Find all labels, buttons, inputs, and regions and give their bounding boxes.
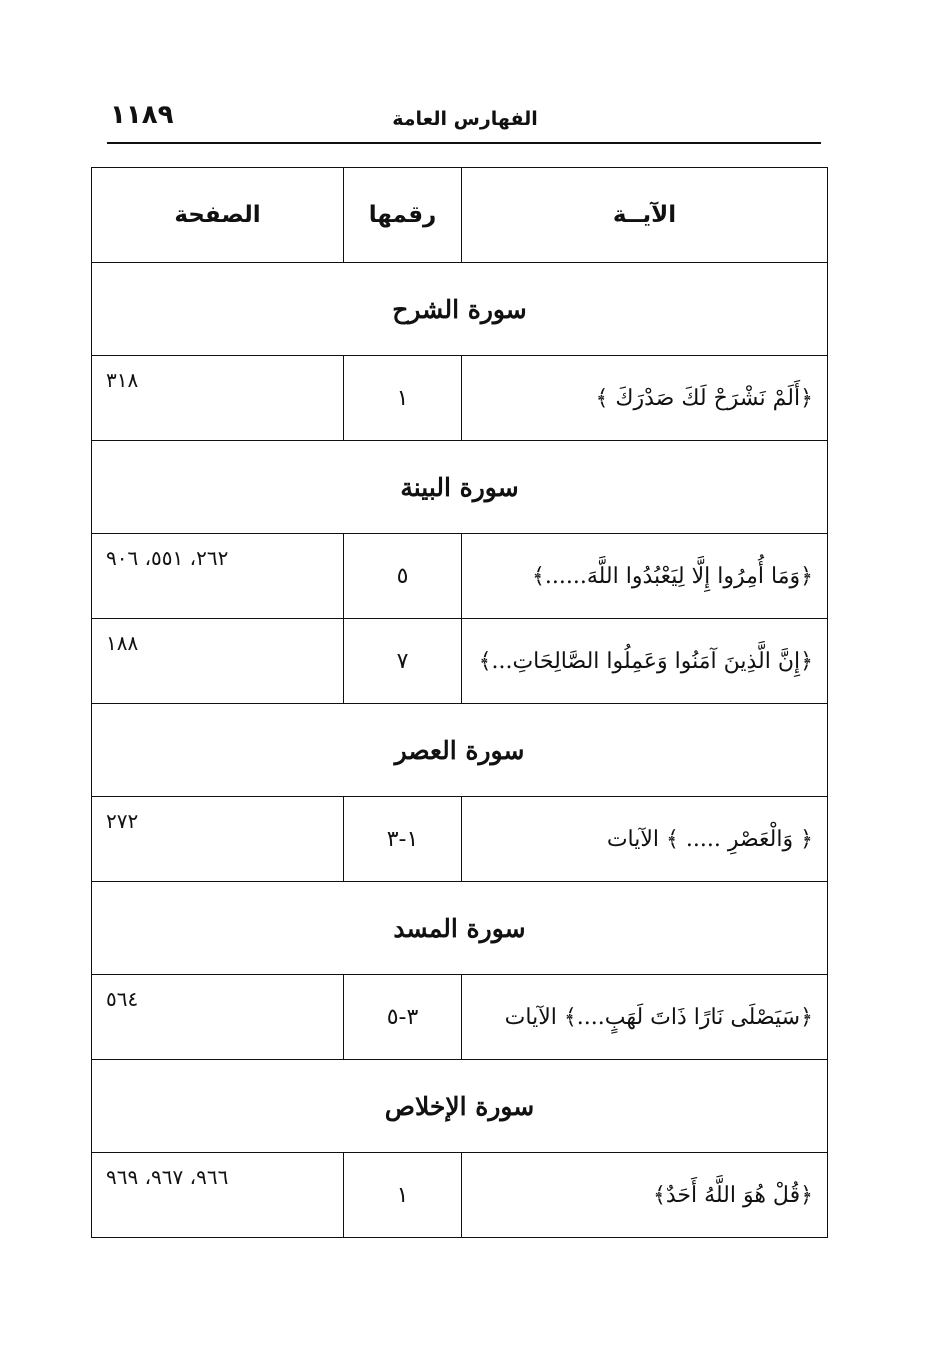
verse-number: ٣-٥ — [344, 975, 462, 1060]
surah-name: سورة الإخلاص — [92, 1060, 828, 1153]
verse-index-table — [91, 167, 828, 1238]
verse-text: ﴿إِنَّ الَّذِينَ آمَنُوا وَعَمِلُوا الصَّالِحَاتِ...﴾ — [462, 619, 828, 704]
column-header-number: رقمها — [344, 168, 462, 263]
page-references: ٣١٨ — [92, 356, 344, 441]
verse-number: ٧ — [344, 619, 462, 704]
page-references: ١٨٨ — [92, 619, 344, 704]
table-row — [92, 975, 828, 1060]
table-row — [92, 1153, 828, 1238]
page-references: ٢٧٢ — [92, 797, 344, 882]
page-references: ٥٦٤ — [92, 975, 344, 1060]
verse-text: ﴿سَيَصْلَى نَارًا ذَاتَ لَهَبٍ....﴾ الآيات — [462, 975, 828, 1060]
surah-heading-row — [92, 704, 828, 797]
header-divider — [107, 142, 821, 144]
table-header-row — [92, 168, 828, 263]
surah-name: سورة المسد — [92, 882, 828, 975]
table-row — [92, 797, 828, 882]
table-row — [92, 356, 828, 441]
column-header-page: الصفحة — [92, 168, 344, 263]
page-title: الفهارس العامة — [392, 108, 538, 130]
surah-heading-row — [92, 263, 828, 356]
verse-number: ١ — [344, 356, 462, 441]
verse-number: ١-٣ — [344, 797, 462, 882]
verse-text: ﴿وَمَا أُمِرُوا إِلَّا لِيَعْبُدُوا اللَّهَ......﴾ — [462, 534, 828, 619]
surah-heading-row — [92, 882, 828, 975]
surah-heading-row — [92, 1060, 828, 1153]
verse-text: ﴿ وَالْعَصْرِ ..... ﴾ الآيات — [462, 797, 828, 882]
verse-text: ﴿أَلَمْ نَشْرَحْ لَكَ صَدْرَكَ ﴾ — [462, 356, 828, 441]
surah-name: سورة البينة — [92, 441, 828, 534]
table-row — [92, 619, 828, 704]
surah-name: سورة الشرح — [92, 263, 828, 356]
page-references: ٢٦٢، ٥٥١، ٩٠٦ — [92, 534, 344, 619]
column-header-verse: الآيــة — [462, 168, 828, 263]
surah-name: سورة العصر — [92, 704, 828, 797]
verse-text: ﴿قُلْ هُوَ اللَّهُ أَحَدٌ﴾ — [462, 1153, 828, 1238]
verse-number: ١ — [344, 1153, 462, 1238]
page-number: ١١٨٩ — [110, 100, 174, 130]
page-references: ٩٦٦، ٩٦٧، ٩٦٩ — [92, 1153, 344, 1238]
surah-heading-row — [92, 441, 828, 534]
table-row — [92, 534, 828, 619]
verse-number: ٥ — [344, 534, 462, 619]
